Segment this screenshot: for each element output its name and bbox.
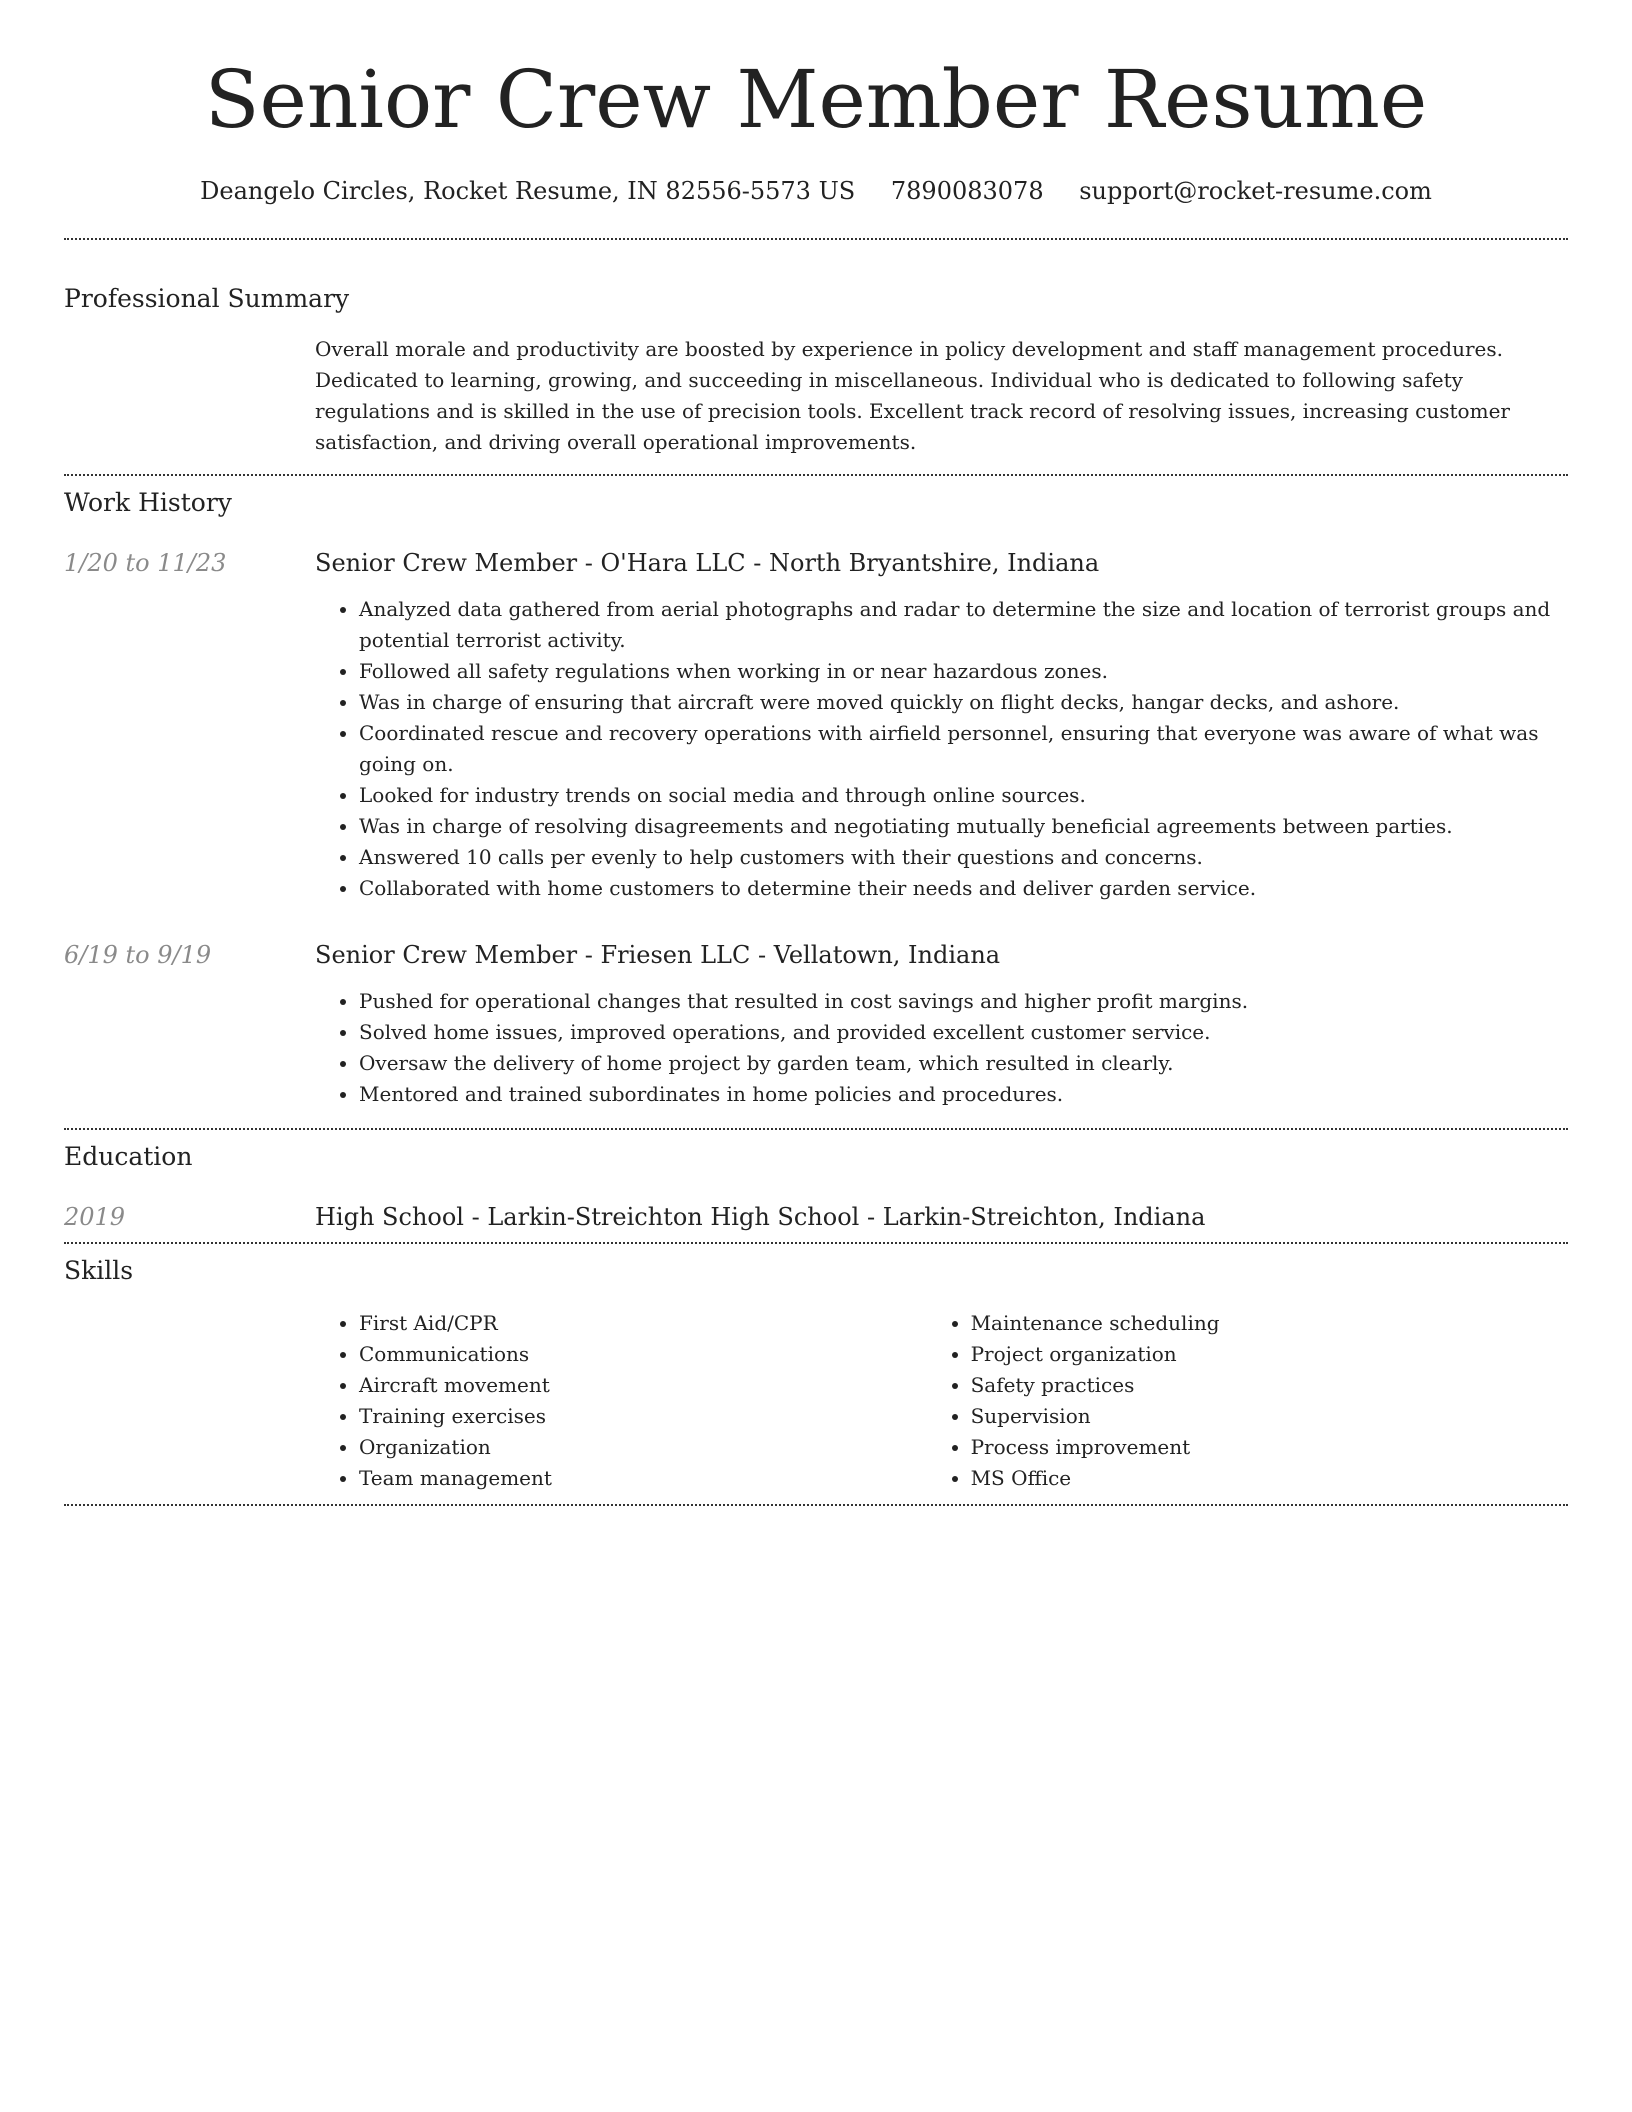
skill-item: • Maintenance scheduling: [971, 1308, 1568, 1339]
contact-line: [64, 174, 1568, 208]
job-body: [315, 546, 1568, 904]
skill-item: • Process improvement: [971, 1432, 1568, 1463]
education-year: 2019: [64, 1203, 126, 1231]
skills-list-left: [315, 1308, 927, 1494]
skill-item: • Training exercises: [359, 1401, 927, 1432]
contact-phone: 7890083078: [890, 177, 1044, 205]
contact-email: support@rocket-resume.com: [1079, 177, 1432, 205]
skill-item: • Aircraft movement: [359, 1370, 927, 1401]
skills-columns: [315, 1308, 1568, 1494]
skill-item: • Supervision: [971, 1401, 1568, 1432]
skills-heading: Skills: [64, 1256, 134, 1285]
skill-item: • Safety practices: [971, 1370, 1568, 1401]
job-title: Senior Crew Member - Friesen LLC - Vellatown, Indiana: [315, 941, 1001, 969]
job-title: Senior Crew Member - O'Hara LLC - North Bryantshire, Indiana: [315, 549, 1100, 577]
summary-heading: Professional Summary: [64, 284, 350, 313]
job-bullet: • Was in charge of ensuring that aircraft were moved quickly on flight decks, hangar decks, and ashore.: [359, 687, 1568, 718]
job-bullets: [315, 594, 1568, 904]
job-entry: [64, 546, 1568, 904]
skill-item: • MS Office: [971, 1463, 1568, 1494]
section-divider: [64, 1242, 1568, 1244]
skills-section: [64, 1254, 1568, 1494]
job-bullet: • Was in charge of resolving disagreements and negotiating mutually beneficial agreements between parties.: [359, 811, 1568, 842]
skills-list-right: [927, 1308, 1568, 1494]
section-divider: [64, 1504, 1568, 1506]
summary-section: [64, 282, 1568, 458]
work-history-section: [64, 486, 1568, 1128]
education-heading: Education: [64, 1142, 193, 1171]
education-title: High School - Larkin-Streichton High School - Larkin-Streichton, Indiana: [315, 1203, 1206, 1231]
resume-page: [64, 0, 1568, 1506]
job-dates: 6/19 to 9/19: [64, 941, 212, 969]
job-bullet: • Looked for industry trends on social media and through online sources.: [359, 780, 1568, 811]
resume-title: Senior Crew Member Resume: [204, 53, 1428, 146]
summary-text: Overall morale and productivity are boosted by experience in policy development and staff management procedures. Dedicated to learning, growing, and succeeding in miscellaneous. Individual who is dedicated to following safety regulations and is skilled in the use of precision tools. Excellent track record of resolving issues, increasing customer satisfaction, and driving overall operational improvements.: [315, 337, 1510, 454]
job-bullet: • Oversaw the delivery of home project by garden team, which resulted in clearly.: [359, 1048, 1568, 1079]
job-bullet: • Analyzed data gathered from aerial photographs and radar to determine the size and location of terrorist groups and potential terrorist activity.: [359, 594, 1568, 656]
education-section: [64, 1140, 1568, 1234]
job-bullets: [315, 986, 1568, 1110]
job-body: [315, 938, 1568, 1110]
section-divider: [64, 474, 1568, 476]
work-history-heading: Work History: [64, 488, 232, 517]
education-body: [315, 1200, 1568, 1234]
job-entry: [64, 938, 1568, 1110]
job-bullet: • Coordinated rescue and recovery operations with airfield personnel, ensuring that everyone was aware of what was going on.: [359, 718, 1568, 780]
job-bullet: • Mentored and trained subordinates in home policies and procedures.: [359, 1079, 1568, 1110]
skill-item: • First Aid/CPR: [359, 1308, 927, 1339]
section-divider: [64, 1128, 1568, 1130]
skill-item: • Project organization: [971, 1339, 1568, 1370]
education-entry: [64, 1200, 1568, 1234]
job-bullet: • Collaborated with home customers to determine their needs and deliver garden service.: [359, 873, 1568, 904]
job-bullet: • Pushed for operational changes that resulted in cost savings and higher profit margins.: [359, 986, 1568, 1017]
skill-item: • Communications: [359, 1339, 927, 1370]
job-bullet: • Answered 10 calls per evenly to help customers with their questions and concerns.: [359, 842, 1568, 873]
skill-item: • Team management: [359, 1463, 927, 1494]
job-bullet: • Solved home issues, improved operations, and provided excellent customer service.: [359, 1017, 1568, 1048]
job-bullet: • Followed all safety regulations when working in or near hazardous zones.: [359, 656, 1568, 687]
job-dates: 1/20 to 11/23: [64, 549, 227, 577]
skill-item: • Organization: [359, 1432, 927, 1463]
contact-address: Deangelo Circles, Rocket Resume, IN 82556-5573 US: [200, 177, 856, 205]
section-divider: [64, 238, 1568, 240]
